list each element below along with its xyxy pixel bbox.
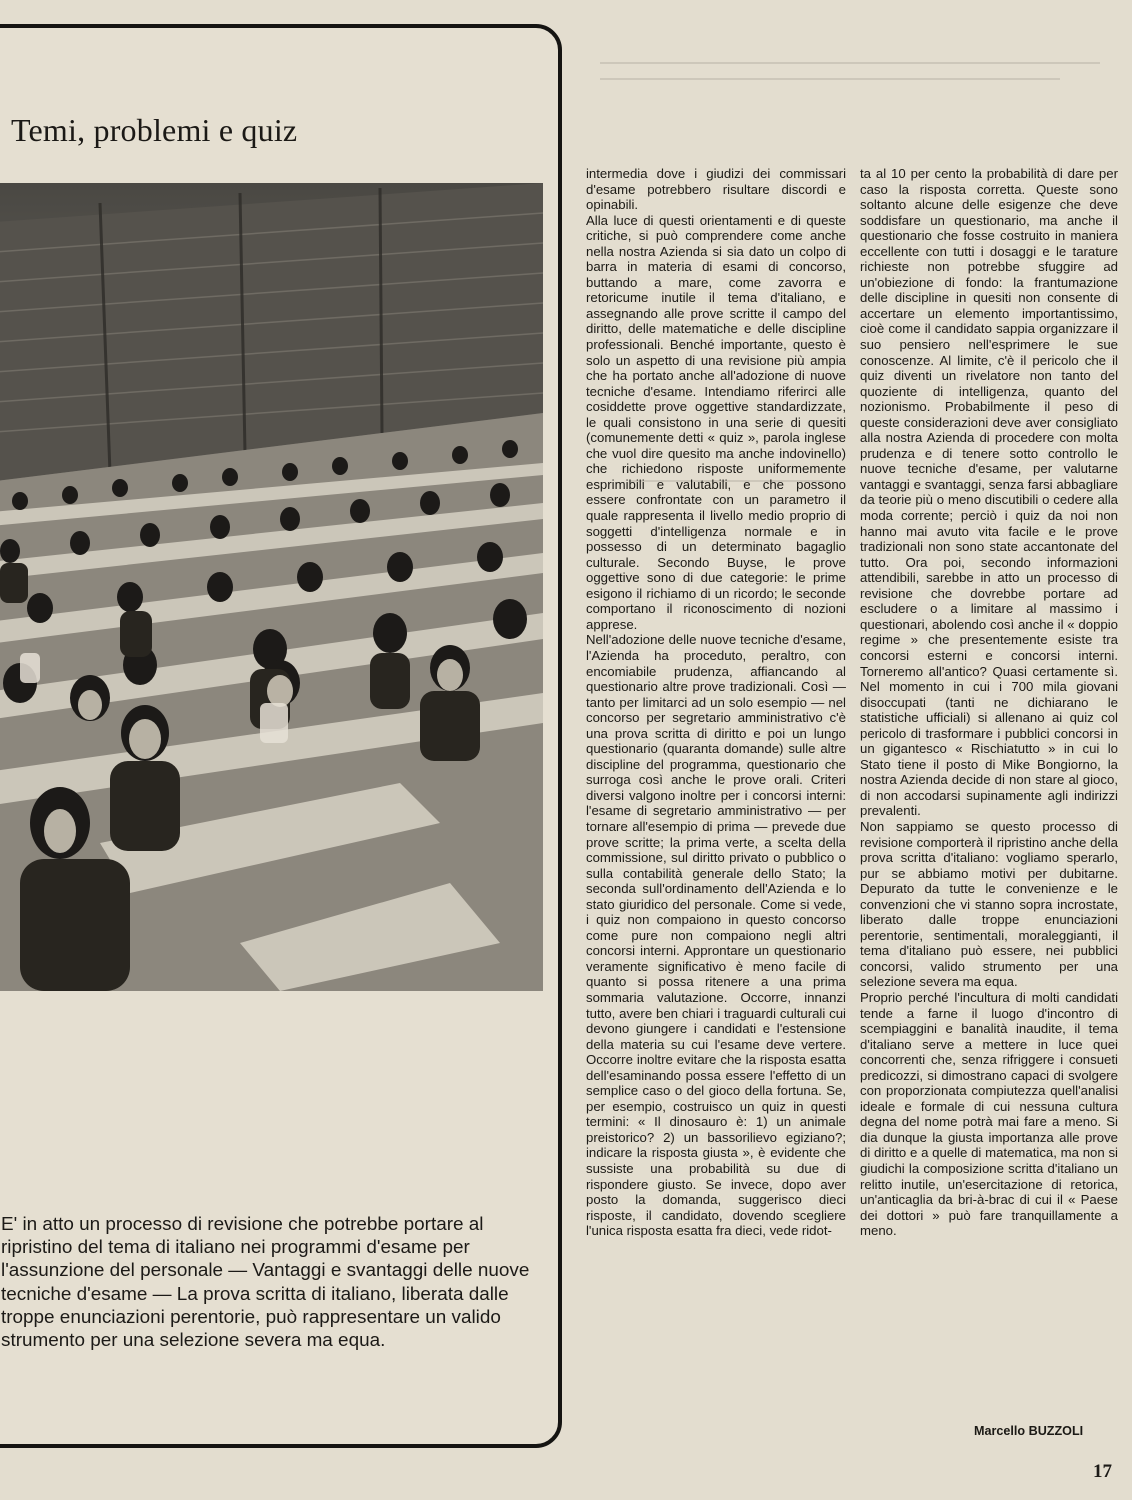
paragraph: ta al 10 per cento la probabilità di dare per caso la risposta corretta. Queste sono soltanto alcune delle esigenze che deve soddisfare un questionario, ma anche il questionario che fosse costruito in maniera eccellente con tutti i dosaggi e le tarature richieste non potrebbe sfuggire ad un'obiezione di fondo: la frantumazione delle discipline in quesiti non consente di accertare un elemento importantissimo, cioè come il candidato sappia organizzare il suo pensiero nell'esprimere le sue conoscenze. Al limite, c'è il pericolo che il quiz diventi un rivelatore non tanto del quoziente di intelligenza, quanto del nozionismo. Probabilmente il peso di queste considerazioni deve aver consigliato alla nostra Azienda di procedere con molta prudenza e di tenere sotto controllo le nuove tecniche d'esame, per valutarne vantaggi e svantaggi, senza farsi abbagliare da teorie più o meno discutibili o cedere alla moda corrente; perciò i quiz da noi non hanno mai avuto vita facile e le prove tradizionali non sono state accantonate del tutto. Ora poi, secondo informazioni attendibili, sarebbe in atto un processo di revisione che dovrebbe portare ad escludere o a limitare al massimo i questionari, abolendo così anche il « doppio regime » che presentemente esiste tra concorsi esterni e concorsi interni. Torneremo all'antico? Quasi certamente sì. Nel momento in cui i 700 mila giovani disoccupati (tanti ne dichiarano le statistiche ufficiali) si allenano ai quiz col pericolo di trasformare i pubblici concorsi in un gigantesco « Rischiatutto » in cui lo Stato tiene il posto di Mike Bongiorno, la nostra Azienda decide di non stare al gioco, di non accodarsi supinamente agli indirizzi prevalenti. [860,166,1118,819]
paragraph: Nell'adozione delle nuove tecniche d'esame, l'Azienda ha proceduto, peraltro, con encomiabile prudenza, affiancando al questionario altre prove tradizionali. Così — tanto per limitarci ad un solo esempio — nel concorso per segretario amministrativo c'è una prova scritta di diritto e poi un lungo questionario (quaranta domande) sulle altre discipline del programma, questionario che surroga così anche le prove orali. Criteri diversi valgono inoltre per i concorsi interni: l'esame di segretario amministrativo — per tornare all'esempio di prima — prevede due prove scritte; la prima verte, a scelta della commissione, sul diritto privato o pubblico o sulla contabilità generale dello Stato; la seconda sull'ordinamento dell'Azienda e lo stato giuridico del personale. Come si vede, i quiz non compaiono in questo concorso come pure non compaiono negli altri concorsi interni. Approntare un questionario veramente significativo è meno facile di quanto si possa ritenere a una prima sommaria valutazione. Occorre, innanzi tutto, avere ben chiari i traguardi culturali cui devono giungere i candidati e l'estensione della materia su cui l'esame deve vertere. Occorre inoltre evitare che la risposta esatta dell'esaminando possa essere l'effetto di un semplice caso o del gioco della fortuna. Se, per esempio, costruisco un quiz in questi termini: « Il dinosauro è: 1) un animale preistorico? 2) un bassorilievo egiziano?; indicare la risposta giusta », è evidente che sussiste una probabilità su due di rispondere giusto. Se invece, dopo aver posto la domanda, suggerisco dieci risposte, il candidato, dovendo scegliere l'unica risposta esatta fra dieci, vede ridot- [586,632,846,1239]
photo-feature-frame [0,24,562,1448]
paragraph: Non sappiamo se questo processo di revisione comporterà il ripristino anche della prova scritta d'italiano: vogliamo sperarlo, pur se abbiamo motivi per dubitarne. Depurato da tutte le convenienze e le convenzioni che vi stanno sopra incrostate, liberato dalle troppe enunciazioni perentorie, sentimentali, moraleggianti, il tema d'italiano può essere, nei pubblici concorsi, valido strumento per una selezione severa ma equa. [860,818,1118,990]
article-column-1 [586,166,846,1239]
author-byline: Marcello BUZZOLI [974,1424,1084,1438]
article-column-2 [860,166,1118,1239]
paragraph: Alla luce di questi orientamenti e di queste critiche, si può comprendere come anche nella nostra Azienda si sia dato un colpo di barra in materia di esami di concorso, buttando a mare, come zavorra e retoricume inutile il tema d'italiano, e assegnando alle prove scritte il campo del diritto, delle matematiche e delle discipline professionali. Benché importante, questo è solo un aspetto di una revisione più ampia che ha portato anche all'adozione di nuove tecniche d'esame. Intendiamo riferirci alle cosiddette prove oggettive standardizzate, le quali consistono in una serie di quesiti (comunemente detti « quiz », parola inglese che vuol dire quesito ma anche indovinello) che richiedono risposte uniformemente esprimibili e valutabili, e che possono essere confrontate con un parametro il quale rappresenta il livello medio proprio di soggetti d'intelligenza normale e in possesso di un determinato bagaglio culturale. Secondo Buyse, le prove oggettive sono di due categorie: le prime esigono il richiamo di un ricordo; le seconde comportano il riconoscimento di nozioni apprese. [586,212,846,632]
page-number: 17 [1093,1461,1112,1482]
paragraph: Proprio perché l'incultura di molti candidati tende a farne il luogo d'incontro di scempiaggini e banalità inaudite, il tema d'italiano serve a mettere in luce quei concorrenti che, senza rifriggere i consueti predicozzi, si dimostrano capaci di svolgere con proporzionata compiutezza quell'analisi ideale e formale di cui nessuna cultura degna del nome potrà mai fare a meno. Si dia dunque la giusta importanza alle prove di diritto e a quelle di matematica, ma non si giudichi la composizione scritta d'italiano un relitto inutile, un'esercitazione di retorica, un'anticaglia da bri-à-brac di cui il « Paese dei dottori » può fare tranquillamente a meno. [860,989,1118,1239]
paragraph: intermedia dove i giudizi dei commissari d'esame potrebbero risultare discordi e opinabili. [586,166,846,213]
article-subtitle: E' in atto un processo di revisione che potrebbe portare al ripristino del tema di italiano nei programmi d'esame per l'assunzione del personale — Vantaggi e svantaggi delle nuove tecniche d'esame — La prova scritta di italiano, liberata dalle troppe enunciazioni perentorie, può rappresentare un valido strumento per una selezione severa ma equa. [1,1214,530,1352]
article-headline: Temi, problemi e quiz [11,112,298,148]
exam-hall-photo [0,183,543,991]
